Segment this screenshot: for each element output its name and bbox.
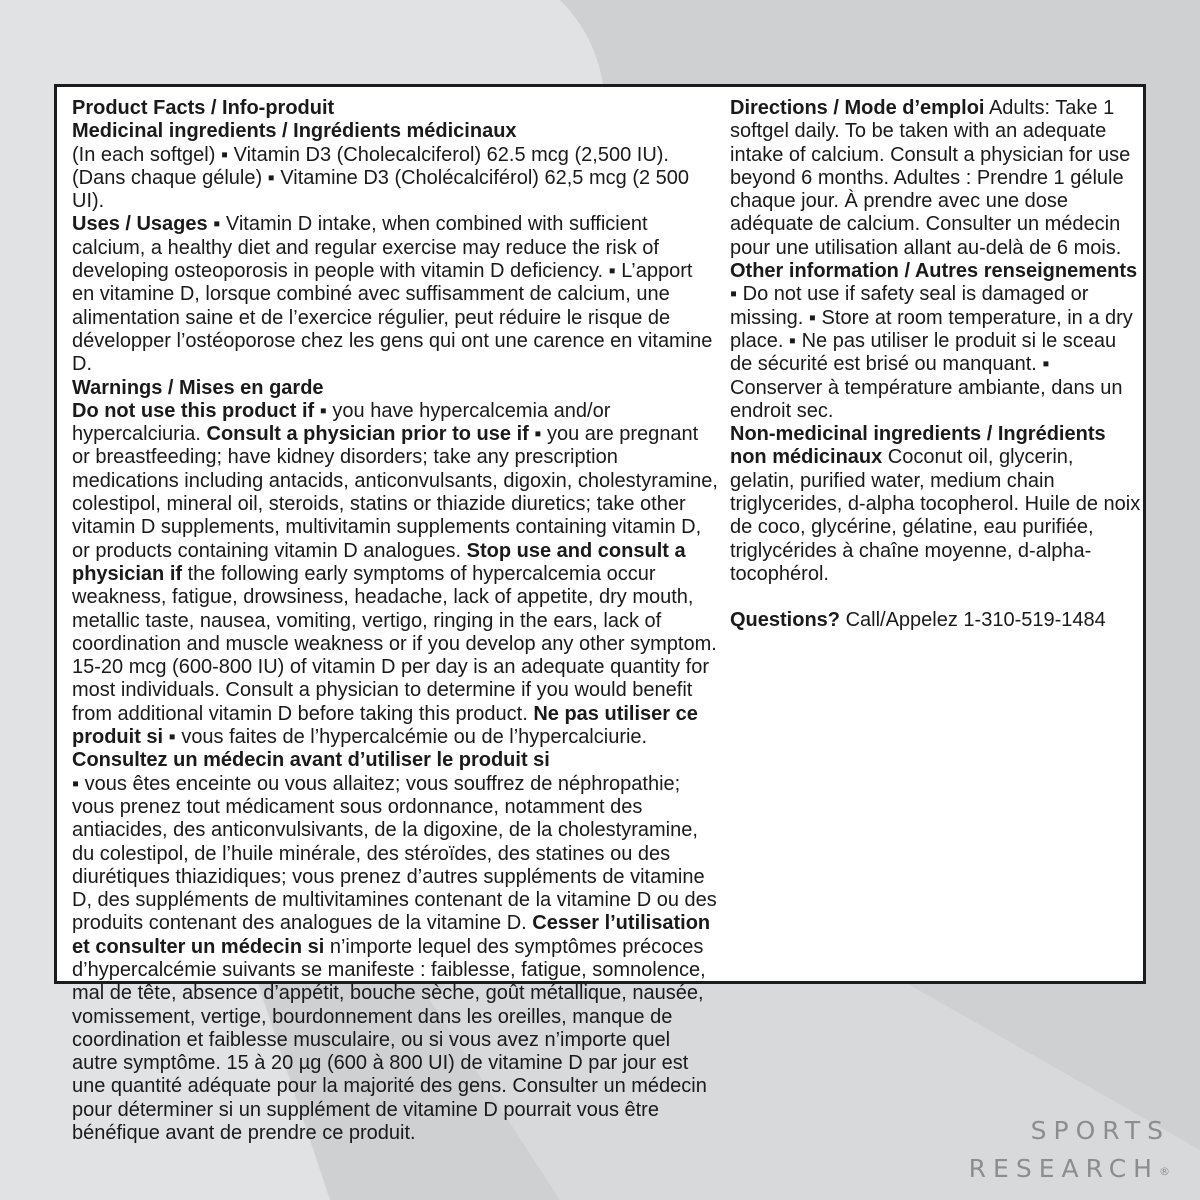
brand-line-2-wrap (969, 1150, 1170, 1191)
directions-heading: Directions / Mode d’emploi (730, 97, 985, 119)
consult-physician-heading: Consult a physician prior to use if (206, 423, 529, 446)
directions-text: Adults: Take 1 softgel daily. To be taken with an adequate intake of calcium. Consult a physician for use beyond 6 months. Adultes : Prendre 1 gélule chaque jour. À prendre avec une dose adéquate de calcium. Consulter un médecin pour une utilisation allant au-delà de 6 mois. (730, 97, 1131, 259)
registered-mark: ® (1159, 1165, 1170, 1178)
cesser-utilisation-text: n’importe lequel des symptômes précoces d’hypercalcémie suivants se manifeste : faiblesse, fatigue, somnolence, mal de tête, absence d’appétit, bouche sèche, goût métallique, nausée, vomissement, vertige, bourdonnement dans les oreilles, manque de coordination et faiblesse musculaire, ou si vous avez n’importe quel autre symptôme. 15 à 20 µg (600 à 800 UI) de vitamine D par jour est une quantité adéquate pour la majorité des gens. Consulter un médecin pour déterminer si un supplément de vitamine D pourrait vous être bénéfique avant de prendre ce produit. (72, 935, 707, 1145)
spacer (730, 586, 1142, 609)
uses-heading: Uses / Usages (72, 213, 208, 236)
brand-logo (969, 1112, 1170, 1191)
brand-line-2: RESEARCH (968, 1154, 1159, 1183)
ne-pas-utiliser-text: ▪ vous faites de l’hypercalcémie ou de l’hypercalciurie. (163, 726, 648, 749)
questions-text: Call/Appelez 1-310-519-1484 (840, 609, 1106, 632)
non-medicinal-heading: Non-medicinal ingredients / Ingrédients non médicinaux (730, 423, 1106, 469)
non-medicinal-section (730, 423, 1142, 586)
do-not-use-heading: Do not use this product if (72, 399, 315, 422)
consult-physician-text: ▪ you are pregnant or breastfeeding; have kidney disorders; take any prescription medications including antacids, anticonvulsants, digoxin, cholestyramine, colestipol, mineral oil, steroids, statins or thiazide diuretics; take other vitamin D supplements, multivitamin supplements containing vitamin D, or products containing vitamin D analogues. (72, 423, 718, 562)
cesser-utilisation-heading: Cesser l’utilisation et consulter un médecin si (72, 912, 711, 958)
ne-pas-utiliser-heading: Ne pas utiliser ce produit si (72, 702, 698, 749)
uses-text: ▪ Vitamin D intake, when combined with sufficient calcium, a healthy diet and regular exercise may reduce the risk of developing osteoporosis in people with vitamin D deficiency. ▪ L’apport en vitamine D, lorsque combiné avec suffisamment de calcium, une alimentation saine et de l’exercice régulier, peut réduire le risque de développer l’ostéoporose chez les gens qui ont une carence en vitamine D. (72, 213, 713, 376)
do-not-use-text: ▪ you have hypercalcemia and/or hypercalciuria. (72, 399, 611, 446)
directions-section (730, 97, 1142, 260)
medicinal-ingredients-fr: (Dans chaque gélule) ▪ Vitamine D3 (Cholécalciférol) 62,5 mcg (2 500 UI). (72, 166, 690, 213)
other-information-heading: Other information / Autres renseignements (730, 260, 1138, 283)
other-information-text: ▪ Do not use if safety seal is damaged or missing. ▪ Store at room temperature, in a dry place. ▪ Ne pas utiliser le produit si le sceau de sécurité est brisé ou manquant. ▪ Conserver à température ambiante, dans un endroit sec. (730, 283, 1133, 422)
uses-section (72, 213, 718, 376)
warnings-text-fr (72, 773, 718, 1146)
stop-use-text: the following early symptoms of hypercalcemia occur weakness, fatigue, drowsiness, headache, lack of appetite, dry mouth, metallic taste, nausea, vomiting, vertigo, ringing in the ears, lack of coordination and muscle weakness or if you develop any other symptom. 15-20 mcg (600-800 IU) of vitamin D per day is an adequate quantity for most individuals. Consult a physician to determine if you would benefit from additional vitamin D before taking this product. (72, 562, 717, 725)
right-column (730, 97, 1142, 973)
product-facts-title: Product Facts / Info-produit (72, 97, 335, 119)
questions-section (730, 609, 1142, 632)
medicinal-ingredients-heading: Medicinal ingredients / Ingrédients médicinaux (72, 120, 517, 143)
left-column (72, 97, 718, 1145)
warnings-text-en (72, 400, 718, 773)
warnings-heading: Warnings / Mises en garde (72, 376, 324, 399)
questions-heading: Questions? (730, 609, 841, 632)
brand-line-1: SPORTS (1030, 1116, 1170, 1145)
consultez-medecin-text: ▪ vous êtes enceinte ou vous allaitez; vous souffrez de néphropathie; vous prenez tout médicament sous ordonnance, notamment des antiacides, des anticonvulsivants, de la digoxine, de la cholestyramine, du colestipol, de l’huile minérale, des stéroïdes, des statines ou des diurétiques thiazidiques; vous prenez d’autres suppléments de vitamine D, des suppléments de multivitamines contenant de la vitamine D ou des produits contenant des analogues de la vitamine D. (72, 772, 717, 935)
stop-use-heading: Stop use and consult a physician if (72, 539, 686, 585)
non-medicinal-text: Coconut oil, glycerin, gelatin, purified water, medium chain triglycerides, d-alpha tocopherol. Huile de noix de coco, glycérine, gélatine, eau purifiée, triglycérides à chaîne moyenne, d-alpha-tocophérol. (730, 446, 1141, 585)
medicinal-ingredients-en: (In each softgel) ▪ Vitamin D3 (Cholecalciferol) 62.5 mcg (2,500 IU). (72, 143, 669, 166)
consultez-medecin-heading: Consultez un médecin avant d’utiliser le produit si (72, 749, 550, 772)
